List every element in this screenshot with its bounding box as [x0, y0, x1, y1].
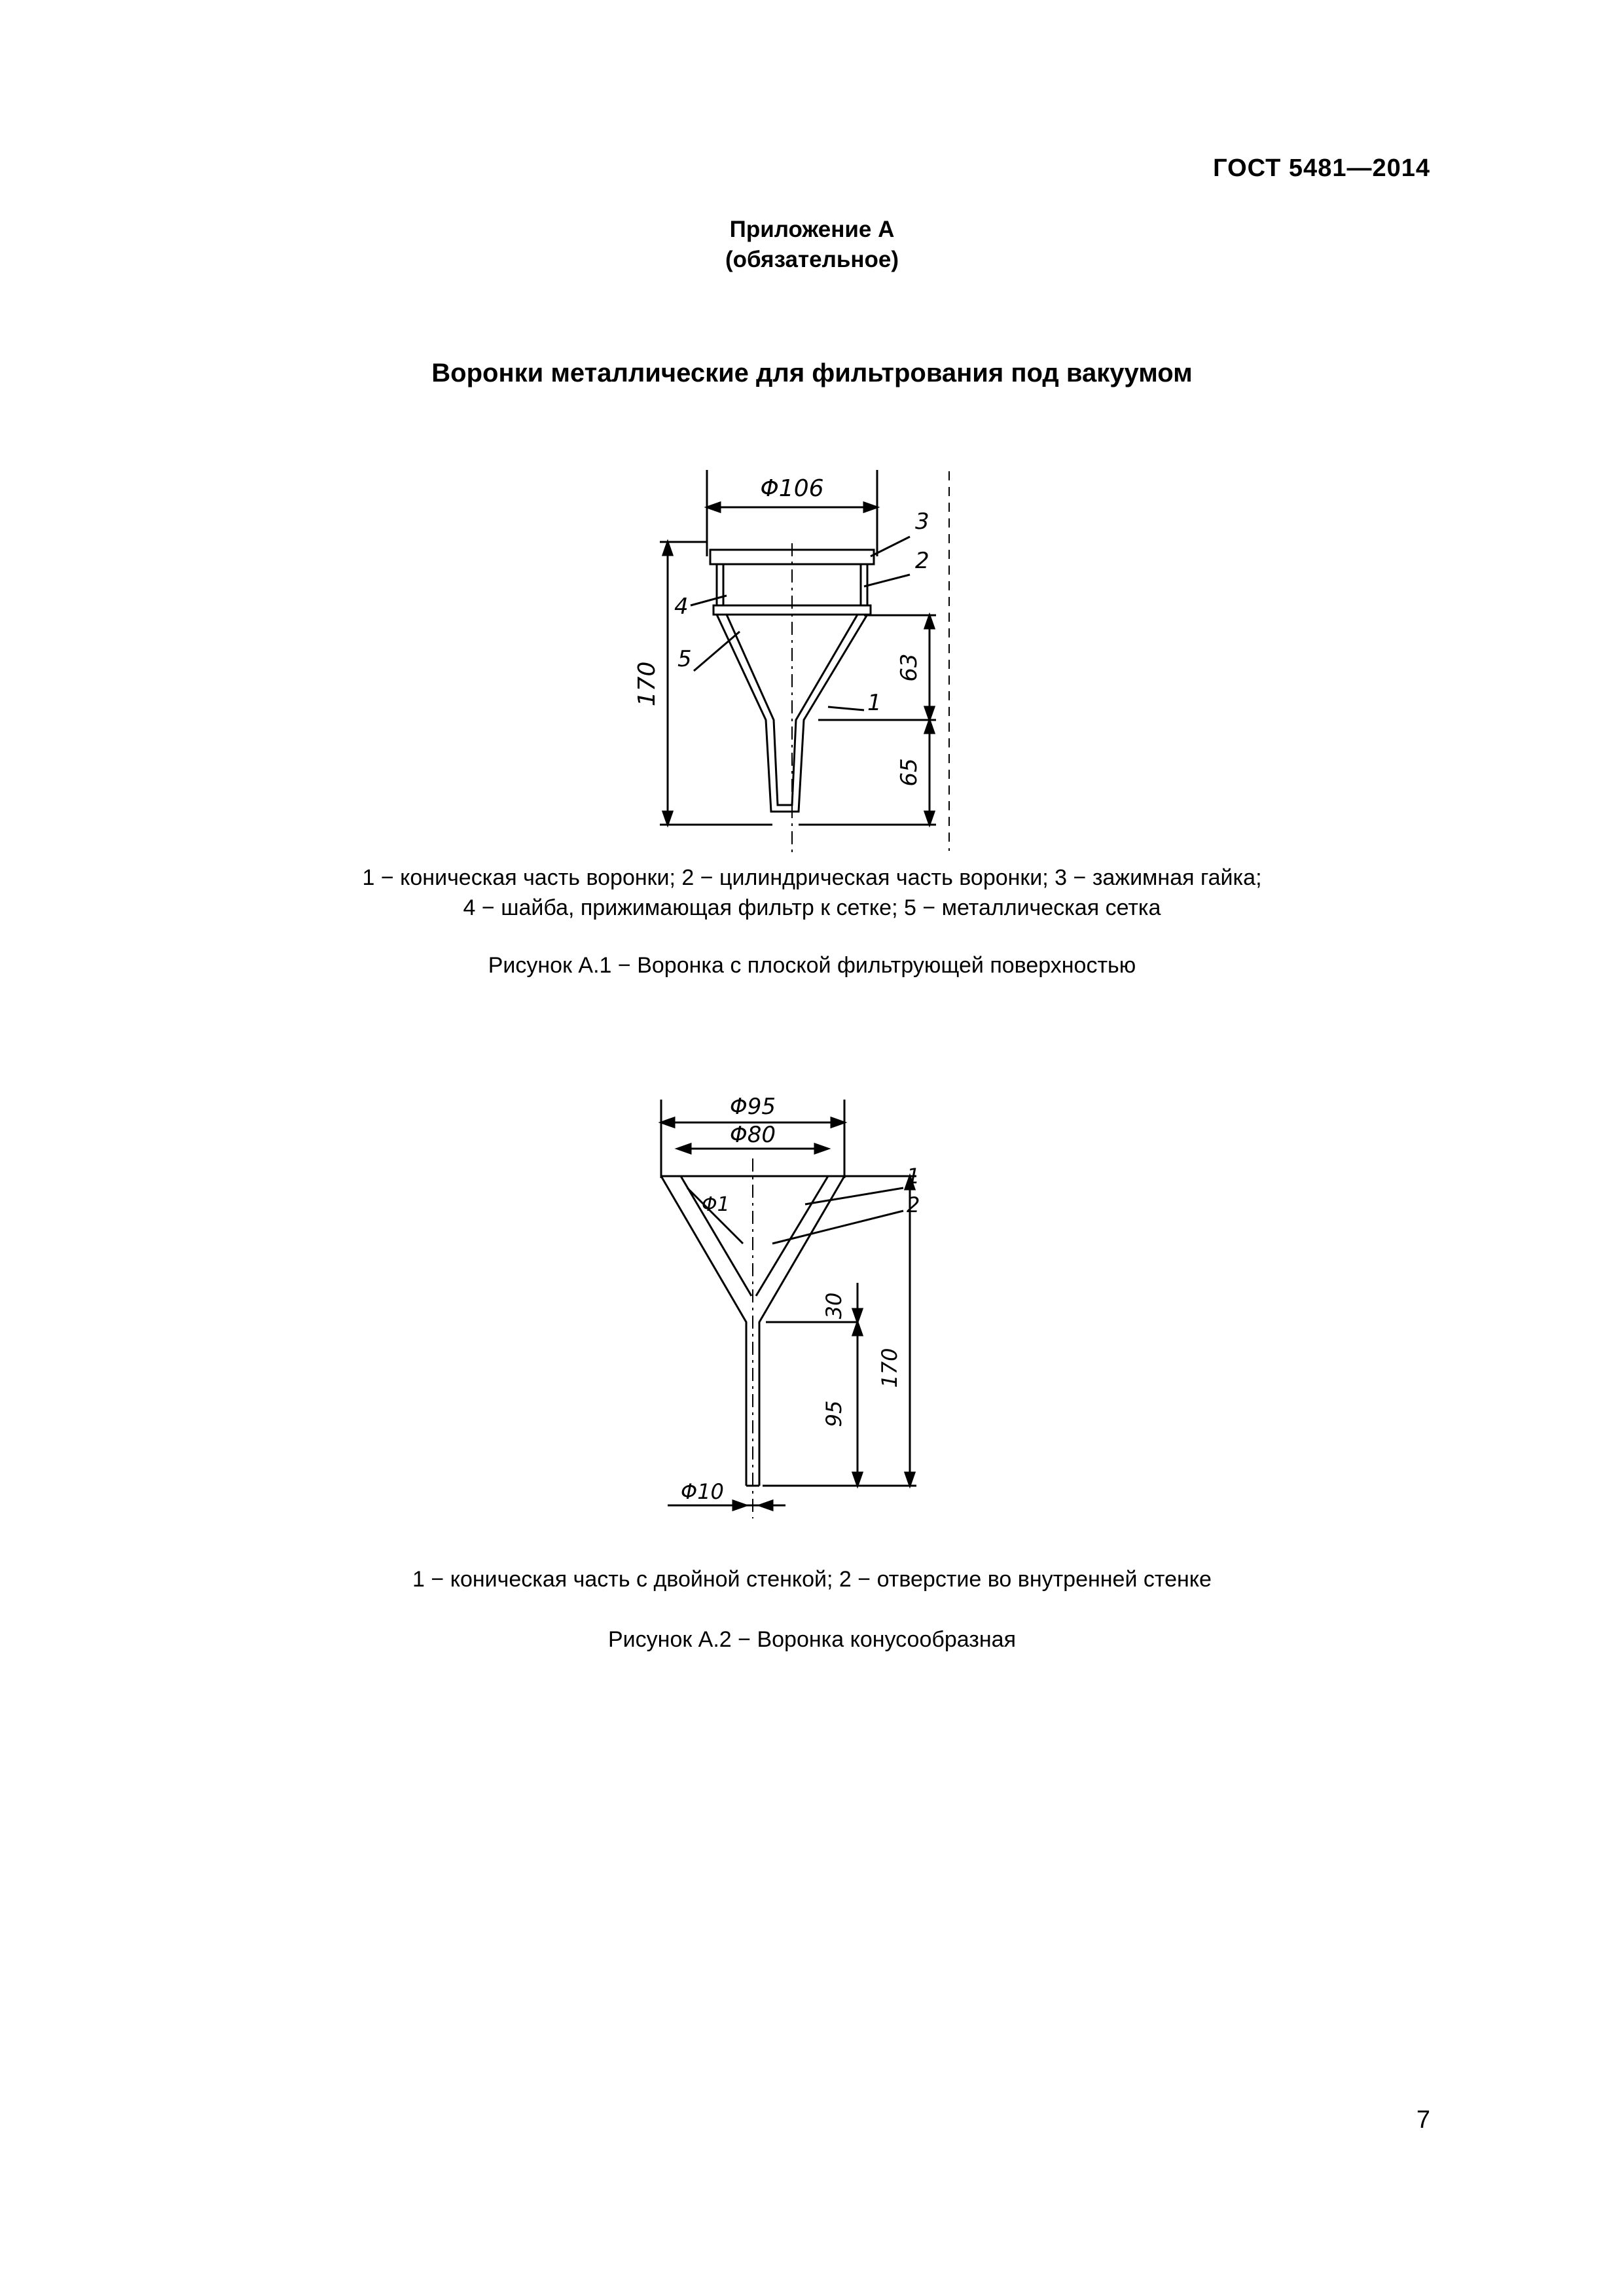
- figure-a1-callout-4: 4: [674, 594, 689, 620]
- figure-a2-callout-2: 2: [907, 1193, 920, 1217]
- figure-a1-callout-1: 1: [867, 690, 882, 716]
- figure-a2-hole-label: Φ1: [702, 1193, 730, 1216]
- annex-heading: [0, 215, 1624, 275]
- figure-a2-outer-diameter-label: Φ95: [729, 1094, 776, 1120]
- annex-title: Приложение А: [729, 217, 895, 242]
- figure-a1-callout-2: 2: [915, 548, 929, 574]
- figure-a1-legend-line2: 4 − шайба, прижимающая фильтр к сетке; 5 − металлическая сетка: [463, 895, 1161, 920]
- figure-a2-caption: Рисунок А.2 − Воронка конусообразная: [608, 1627, 1016, 1652]
- figure-a2-legend: 1 − коническая часть с двойной стенкой; 2 − отверстие во внутренней стенке: [412, 1567, 1212, 1592]
- annex-status: (обязательное): [725, 247, 899, 272]
- figure-a2-drawing: [641, 1073, 943, 1532]
- figure-a2-inner-diameter-label: Φ80: [729, 1122, 776, 1148]
- figure-a1-drawing: [602, 458, 969, 864]
- figure-a2-stem-diameter-label: Φ10: [681, 1479, 724, 1504]
- figure-a2-cone-label: 30: [821, 1292, 846, 1319]
- section-title: Воронки металлические для фильтрования под вакуумом: [431, 359, 1193, 387]
- figure-a2-stem-label: 95: [821, 1400, 846, 1427]
- figure-a1-legend: [0, 863, 1624, 923]
- figure-a1-diameter-label: Φ106: [760, 475, 824, 502]
- standard-code: ГОСТ 5481—2014: [1213, 154, 1430, 182]
- figure-a1-callout-5: 5: [677, 646, 692, 672]
- figure-a2-callout-1: 1: [907, 1164, 920, 1189]
- figure-a1-caption: Рисунок А.1 − Воронка с плоской фильтрующей поверхностью: [488, 953, 1136, 978]
- figure-a1-upper-label: 63: [896, 653, 922, 682]
- figure-a1-lower-label: 65: [896, 758, 922, 787]
- figure-a1-legend-line1: 1 − коническая часть воронки; 2 − цилиндрическая часть воронки; 3 − зажимная гайка;: [362, 865, 1262, 890]
- figure-a1-callout-3: 3: [915, 509, 929, 535]
- page-number: 7: [1416, 2106, 1430, 2134]
- figure-a2-height-label: 170: [877, 1348, 902, 1388]
- figure-a1-height-label: 170: [634, 661, 660, 707]
